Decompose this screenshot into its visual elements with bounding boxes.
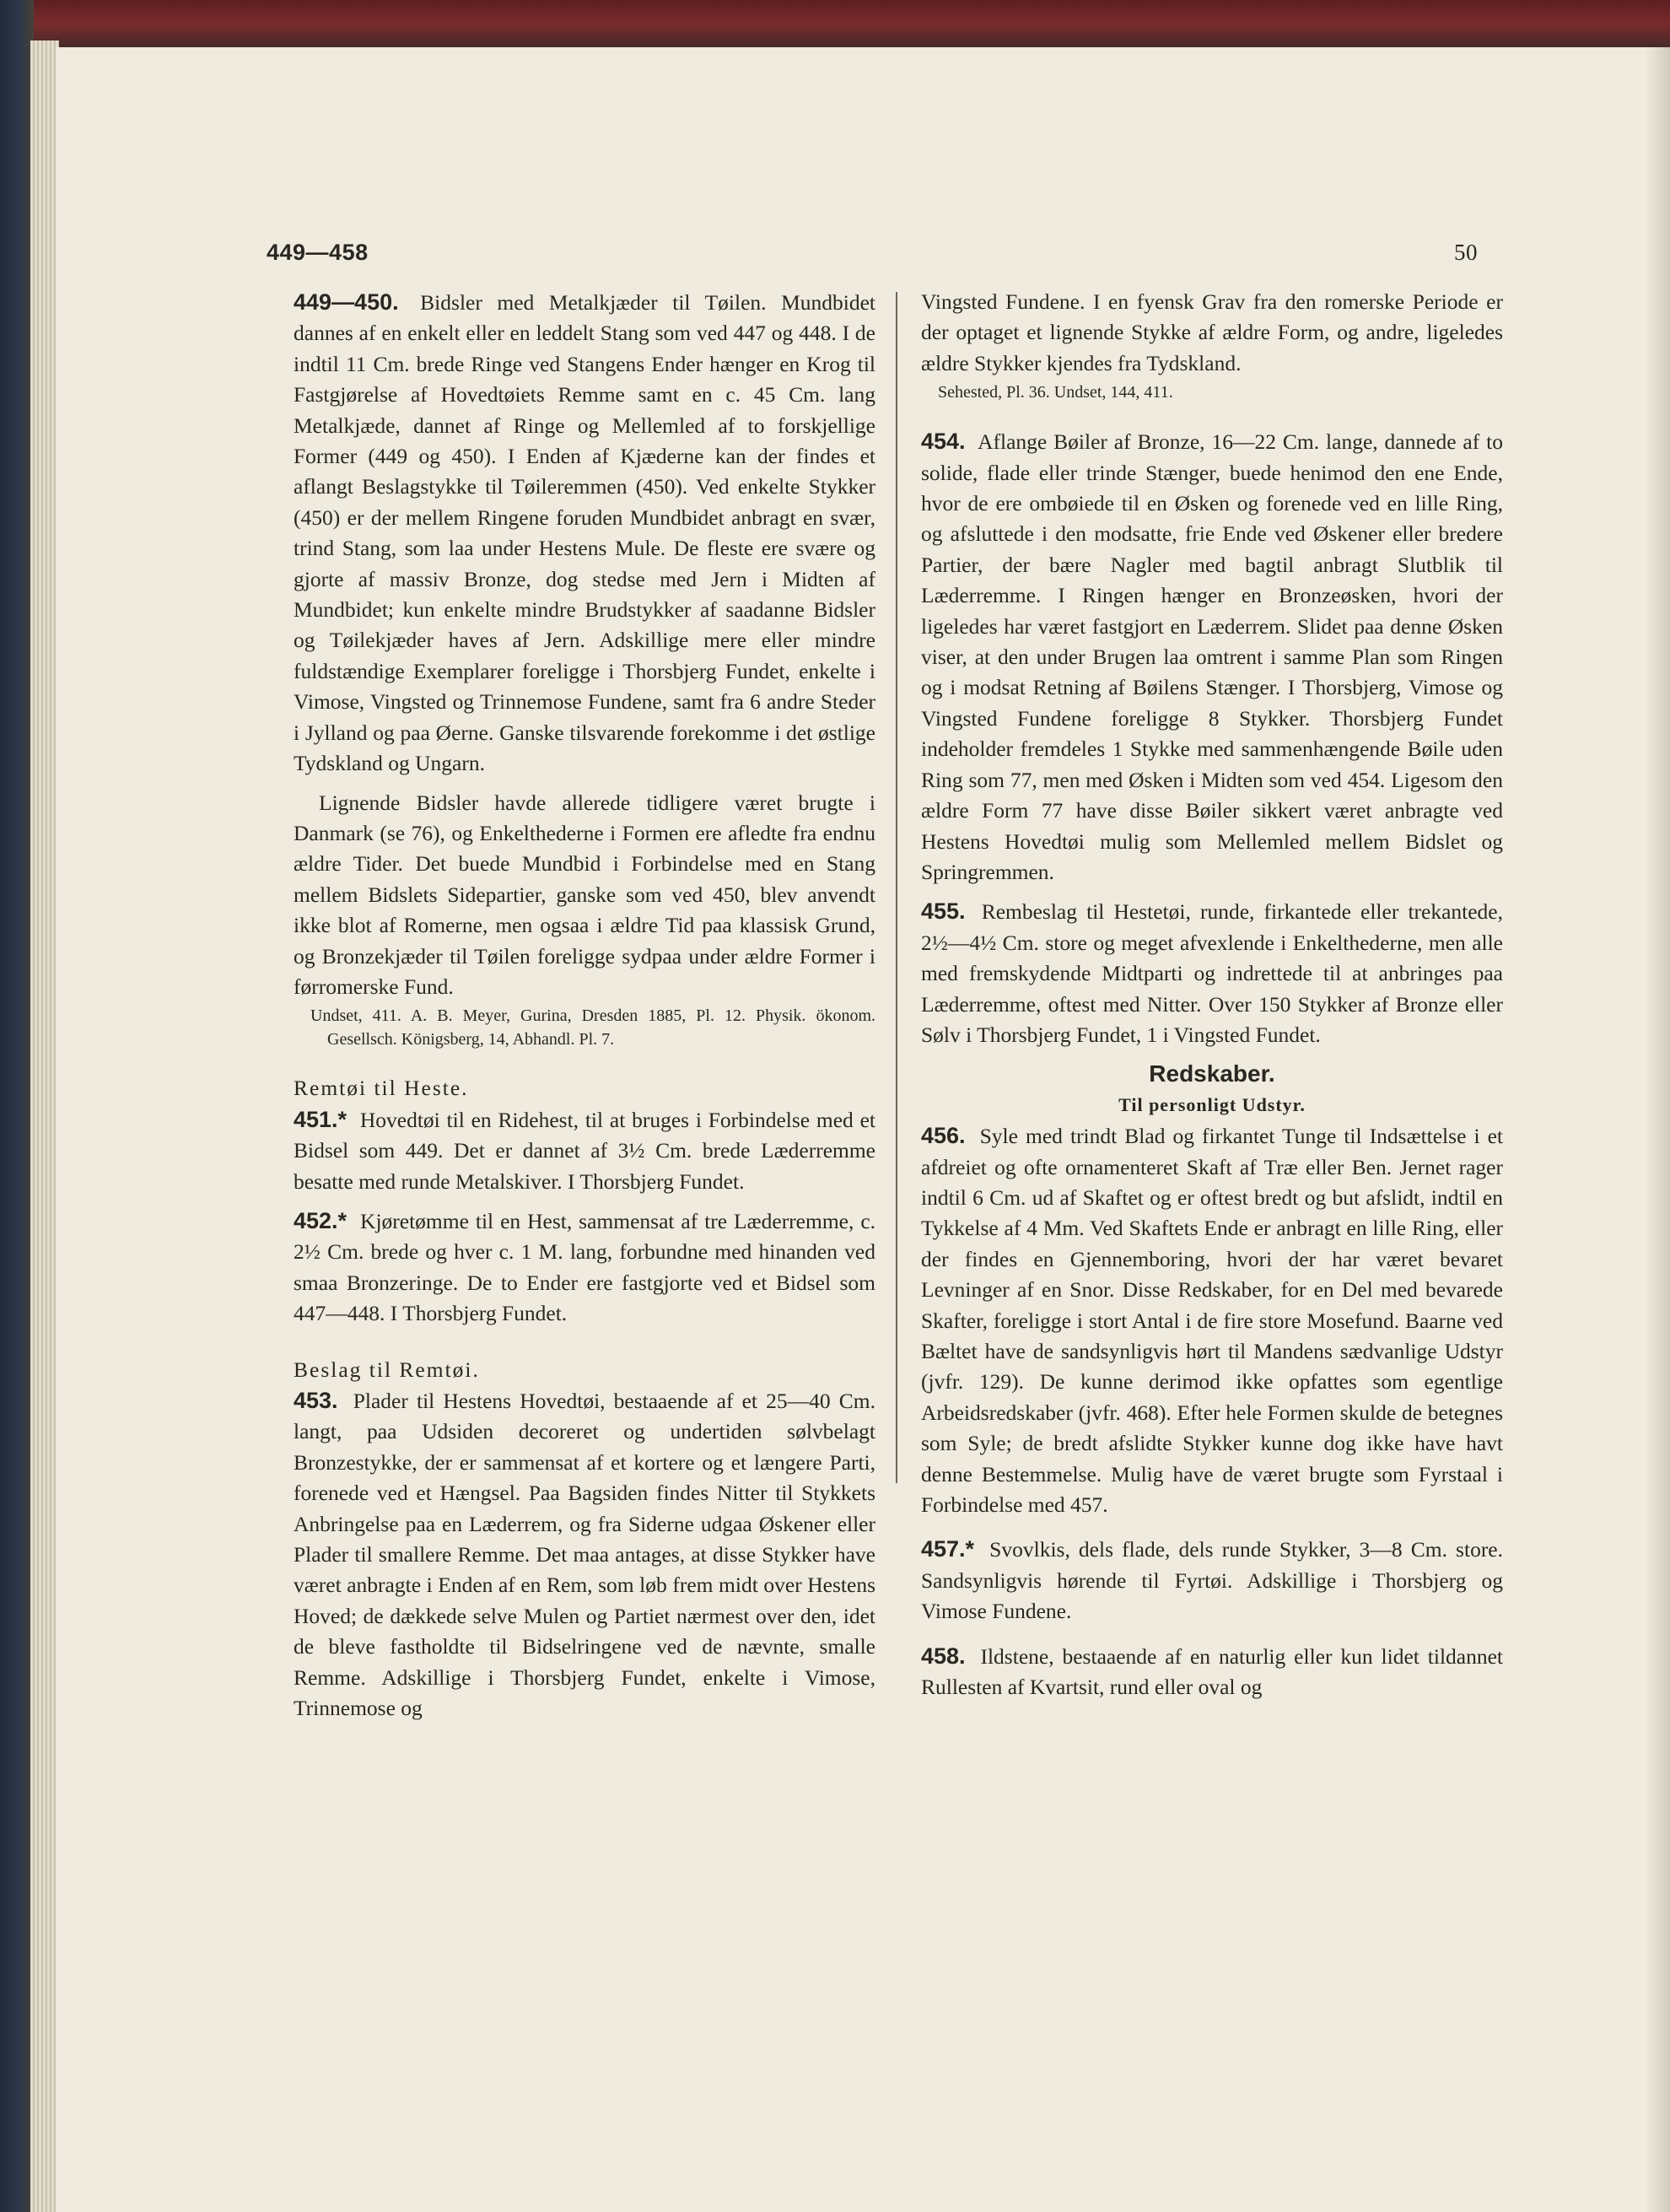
left-column xyxy=(294,287,875,1732)
entry-number: 454. xyxy=(921,429,966,455)
entry-number: 452.* xyxy=(294,1207,347,1233)
entry-455 xyxy=(921,896,1503,1050)
subsection-heading-udstyr: Til personligt Udstyr. xyxy=(1118,1093,1306,1115)
column-rule xyxy=(896,292,897,1483)
entry-number: 451.* xyxy=(294,1106,347,1132)
entry-number: 457.* xyxy=(921,1536,975,1562)
entry-number: 458. xyxy=(921,1643,966,1669)
entry-458 xyxy=(921,1641,1503,1703)
page-number: 50 xyxy=(1454,240,1478,265)
entry-text: Rembeslag til Hestetøi, runde, firkantede eller trekantede, 2½—4½ Cm. store og meget afvexlende i Enkelthederne, men alle med fremskydende Midtparti og indrettede til at anbringes paa Læderremme, oftest med Nitter. Over 150 Stykker af Bronze eller Sølv i Thorsbjerg Fundet, 1 i Vingsted Fundet. xyxy=(921,899,1503,1047)
entry-449-450 xyxy=(294,287,875,780)
entry-451 xyxy=(294,1104,875,1197)
entry-text: Aflange Bøiler af Bronze, 16—22 Cm. lange, dannede af to solide, flade eller trinde Stænger, buede henimod den ene Ende, hvor de ere ombøiede til en Øsken og forenede ved en lille Ring, og afsluttede i den modsatte, frie Ende ved Øskener eller bredere Partier, der bære Nagler med bagtil anbragt Slutblik til Læderremme. I Ringen hænger en Bronzeøsken, hvori der ligeledes har været fastgjort en Læderrem. Slidet paa denne Øsken viser, at den under Brugen laa omtrent i samme Plan som Ringen og i modsat Retning af Bøilens Stænger. I Thorsbjerg, Vimose og Vingsted Fundene foreligge 8 Stykker. Thorsbjerg Fundet indeholder fremdeles 1 Stykke med sammenhængende Bøile uden Ring som 77, men med Øsken i Midten som ved 454. Ligesom den ældre Form 77 have disse Bøiler sikkert været anbragte ved Hestens Hovedtøi mulig som Mellemled mellem Bidslet og Springremmen. xyxy=(921,429,1504,884)
right-column xyxy=(921,287,1503,1711)
entry-453-reference: Sehested, Pl. 36. Undset, 144, 411. xyxy=(938,383,1173,402)
entry-number: 449—450. xyxy=(294,289,399,315)
page-edges xyxy=(30,40,59,2212)
entry-number: 455. xyxy=(921,898,966,925)
page-gutter xyxy=(1645,47,1670,2212)
entry-text: Syle med trindt Blad og firkantet Tunge til Indsættelse i et afdreiet og ofte ornamenteret Skaft af Træ eller Ben. Jernet rager indtil 6 Cm. ud af Skaftet og er oftest bredt og but afslidt, indtil en Tykkelse af 4 Mm. Ved Skaftets Ende er anbragt en lille Ring, eller der findes en Gjennemboring, hvori der har været bevaret Levninger af en Snor. Disse Redskaber, for en Del med bevarede Skafter, foreligge i stort Antal i de fire store Mosefund. Baarne ved Bæltet have de sandsynligvis hørt til Mandens sædvanlige Udstyr (jvfr. 129). De kunne derimod ikke opfattes som egentlige Arbeidsredskaber (jvfr. 468). Efter hele Formen skulde de betegnes som Syle; de bredt afslidte Stykker kunne dog ikke have havt denne Bestemmelse. Mulig have de været brugte som Fyrstaal i Forbindelse med 457. xyxy=(921,1124,1503,1518)
entry-449-continuation: Lignende Bidsler havde allerede tidligere været brugte i Danmark (se 76), og Enkelthederne i Formen ere afledte fra endnu ældre Tider. Det buede Mundbid i Forbindelse med en Stang mellem Bidslets Sidepartier, ganske som ved 450, blev anvendt ikke blot af Romerne, men ogsaa i ældre Tid paa klassisk Grund, og Bronzekjæder til Tøilen foreligge sydpaa under ældre Former i førromerske Fund. xyxy=(294,790,875,999)
entry-456 xyxy=(921,1120,1503,1520)
entry-452 xyxy=(294,1206,875,1330)
entry-457 xyxy=(921,1534,1503,1627)
entry-number: 453. xyxy=(294,1388,338,1413)
entry-449-reference: Undset, 411. A. B. Meyer, Gurina, Dresden 1885, Pl. 12. Physik. ökonom. Gesellsch. Königsberg, 14, Abhandl. Pl. 7. xyxy=(310,1006,875,1049)
entry-453-continuation: Vingsted Fundene. I en fyensk Grav fra den romerske Periode er der optaget et lignende Stykke af ældre Form, og andre, ligeledes ældre Stykker kjendes fra Tydskland. xyxy=(921,289,1503,375)
entry-text: Bidsler med Metalkjæder til Tøilen. Mundbidet dannes af en enkelt eller en leddelt Stang som ved 447 og 448. I de indtil 11 Cm. brede Ringe ved Stangens Ender hænger en Krog til Fastgjørelse af Hovedtøiets Remme samt en c. 45 Cm. lang Metalkjæde, dannet af Ringe og Mellemled af to forskjellige Former (449 og 450). I Enden af Kjæderne kan der findes et aflangt Beslagstykke til Tøileremmen (450). Ved enkelte Stykker (450) er der mellem Ringene foruden Mundbidet anbragt en svær, trind Stang, som laa under Hestens Mule. De fleste ere svære og gjorte af massiv Bronze, dog stedse med Jern i Midten af Mundbidet; kun enkelte mindre Brudstykker af saadanne Bidsler og Tøilekjæder haves af Jern. Adskillige mere eller mindre fuldstændige Exemplarer foreligge i Thorsbjerg Fundet, enkelte i Vimose, Vingsted og Trinnemose Fundene, samt fra 6 andre Steder i Jylland og paa Øerne. Ganske tilsvarende forekomme i det østlige Tydskland og Ungarn. xyxy=(294,290,876,776)
entry-text: Plader til Hestens Hovedtøi, bestaaende af et 25—40 Cm. langt, paa Udsiden decoreret og undertiden sølvbelagt Bronzestykke, der er sammensat af et kortere og et længere Parti, forenede ved et Hængsel. Paa Bagsiden findes Nitter til Stykkets Anbringelse paa en Læderrem, og fra Siderne udgaa Øskener eller Plader til smallere Remme. Det maa antages, at disse Stykker have været anbragte i Enden af en Rem, som løb frem midt over Hestens Hoved; de dækkede selve Mulen og Partiet nærmest over den, idet de bleve fastholdte til Bidselringene ved de nævnte, smalle Remme. Adskillige i Thorsbjerg Fundet, enkelte i Vimose, Trinnemose og xyxy=(294,1389,875,1721)
entry-text: Hovedtøi til en Ridehest, til at bruges i Forbindelse med et Bidsel som 449. Det er dannet af 3½ Cm. brede Læderremme besatte med runde Metalskiver. I Thorsbjerg Fundet. xyxy=(294,1107,875,1194)
book-cover-top xyxy=(0,0,1670,52)
entry-number: 456. xyxy=(921,1123,966,1149)
entry-text: Kjøretømme til en Hest, sammensat af tre Læderremme, c. 2½ Cm. brede og hver c. 1 M. lang, forbundne med hinanden ved smaa Bronzeringe. De to Ender ere fastgjorte ved et Bidsel som 447—448. I Thorsbjerg Fundet. xyxy=(294,1208,876,1326)
section-heading-redskaber: Redskaber. xyxy=(1149,1060,1275,1087)
section-heading-remtoi: Remtøi til Heste. xyxy=(294,1076,469,1101)
entry-text: Ildstene, bestaaende af en naturlig eller kun lidet tildannet Rullesten af Kvartsit, rund eller oval og xyxy=(921,1643,1504,1700)
running-head-range: 449—458 xyxy=(267,240,369,265)
entry-454 xyxy=(921,426,1503,887)
section-heading-beslag: Beslag til Remtøi. xyxy=(294,1357,480,1382)
entry-text: Svovlkis, dels flade, dels runde Stykker, 3—8 Cm. store. Sandsynligvis hørende til Fyrtøi. Adskillige i Thorsbjerg og Vimose Fundene. xyxy=(921,1537,1504,1624)
entry-453 xyxy=(294,1385,875,1724)
book-spine xyxy=(0,0,34,2212)
